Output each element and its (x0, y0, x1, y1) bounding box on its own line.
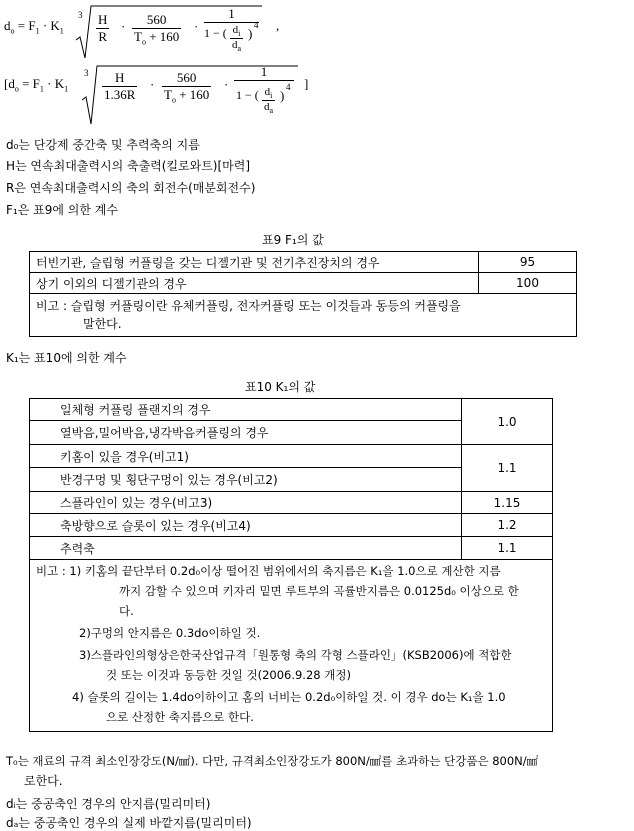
table10-note-3a: 3)스플라인의형상은한국산업규격「원통형 축의 각형 스플라인」(KSB2006)에 적합한 (79, 648, 512, 662)
table10-value-1-0: 1.0 (462, 399, 553, 445)
formula-2-560: 560 (162, 70, 211, 87)
table-row (30, 252, 577, 273)
formula-1-t-sub: o (141, 37, 146, 47)
table10-value-1-1: 1.1 (462, 445, 553, 492)
table10-row6-label: 축방향으로 슬롯이 있는 경우(비고4) (30, 514, 462, 537)
table10-notes (30, 560, 553, 732)
def-f1: F₁은 표9에 의한 계수 (6, 203, 118, 217)
table10-note-4b: 으로 산정한 축지름으로 한다. (106, 710, 254, 724)
formula-2-560-frac (162, 70, 211, 105)
table10 (29, 398, 553, 732)
formula-2-one-den: 1 (236, 88, 242, 102)
def-h: H는 연속최대출력시의 축출력(킬로와트)[마력] (6, 159, 251, 173)
formula-2-k: · K (43, 76, 65, 91)
table-row (30, 560, 553, 732)
formula-1-k: · K (39, 18, 60, 33)
table-row (30, 492, 553, 514)
table10-note-1c: 다. (119, 604, 134, 618)
formula-2-k-sub: 1 (64, 84, 69, 94)
formula-1-k-sub: 1 (59, 26, 64, 36)
def-k1: K₁는 표10에 의한 계수 (6, 351, 127, 365)
table10-value-1-15: 1.15 (462, 492, 553, 514)
formula-1: $d_o = F_1 \cdot K_1$ 3 $\frac{H}{R}$ · $\frac{560}{T_o + 160}$ · 1 1 − ( $\frac{d_i}{d_a}$ ) 4 , (4, 4, 304, 62)
formula-1-560: 560 (132, 12, 181, 29)
formula-1-di-sub: i (238, 29, 241, 39)
formula-2-f-sub: 1 (39, 84, 44, 94)
table10-row5-label: 스플라인이 있는 경우(비고3) (30, 492, 462, 514)
table10-value-1-2: 1.2 (462, 514, 553, 537)
formula-2-da-sub: a (269, 106, 274, 116)
formula-2-di-sub: i (270, 91, 273, 101)
formula-1-da: d (232, 39, 238, 52)
formula-2-di: d (264, 86, 271, 98)
table9-note (30, 294, 577, 337)
table9-note-line1: 비고 : 슬립형 커플링이란 유체커플링, 전자커플링 또는 이것들과 동등의 커플링을 (36, 299, 461, 313)
formula-2-t-sub: o (171, 95, 176, 105)
formula-1-r: R (98, 29, 108, 44)
table10-caption: 표10 K₁의 값 (245, 380, 316, 394)
def-t0-line2: 로한다. (24, 774, 63, 788)
formula-1-h-over-r (96, 12, 109, 45)
formula-2-lhs-sub: o (14, 84, 19, 94)
formula-2: [$d_o = F_1 \cdot K_1$ 3 $\frac{H}{1.36R}$ · $\frac{560}{T_o + 160}$ · 1 1 − ( $\frac{d_i}{d_a}$ ) 4 ] (4, 64, 324, 126)
table-row (30, 445, 553, 468)
formula-1-di-da (230, 24, 243, 53)
formula-1-lhs: d (4, 18, 11, 33)
def-r: R은 연속최대출력시의 축의 회전수(매분회전수) (6, 181, 256, 195)
formula-1-comma: , (276, 18, 280, 33)
table10-row1-label: 일체형 커플링 플랜지의 경우 (30, 399, 462, 421)
formula-2-plus: + 160 (175, 87, 210, 102)
table10-row3-label: 키홈이 있을 경우(비고1) (30, 445, 462, 468)
table9-row1-value: 95 (479, 252, 577, 273)
formula-1-di: d (232, 24, 239, 36)
table9-row2-value: 100 (479, 273, 577, 294)
table9 (29, 251, 577, 337)
formula-2-lhs: d (8, 76, 15, 91)
formula-1-da-sub: a (237, 44, 242, 54)
table9-row2-label: 상기 이외의 디젤기관의 경우 (30, 273, 479, 294)
table-row (30, 399, 553, 421)
formula-2-one-num: 1 (234, 64, 294, 81)
formula-1-h: H (98, 12, 108, 27)
table-row (30, 537, 553, 560)
formula-1-560-frac (132, 12, 181, 47)
def-di: dᵢ는 중공축인 경우의 안지름(밀리미터) (6, 797, 211, 811)
table10-note-4a: 4) 슬롯의 길이는 1.4do이하이고 홈의 너비는 0.2d₀이하일 것. 이 경우 do는 K₁을 1.0 (72, 690, 506, 704)
formula-2-eq: = F (18, 76, 40, 91)
def-t0-line1: T₀는 재료의 규격 최소인장강도(N/㎟). 다만, 규격최소인장강도가 800N/㎟를 초과하는 단강품은 800N/㎟ (6, 754, 539, 768)
table9-note-line2: 말한다. (83, 317, 122, 331)
formula-2-close-bracket: ] (304, 76, 309, 91)
formula-1-lhs-sub: o (10, 26, 15, 36)
formula-1-one-den: 1 (204, 26, 210, 40)
table10-note-2: 2)구멍의 안지름은 0.3do이하일 것. (79, 626, 261, 640)
def-d0: d₀는 단강제 중간축 및 추력축의 지름 (6, 138, 200, 152)
formula-1-root-index: 3 (78, 10, 83, 20)
formula-2-di-da (262, 86, 275, 115)
table9-caption: 표9 F₁의 값 (262, 233, 324, 247)
formula-1-t: T (134, 29, 142, 44)
formula-2-power: 4 (286, 82, 291, 92)
formula-1-f-sub: 1 (35, 26, 40, 36)
table10-value-thrust: 1.1 (462, 537, 553, 560)
table10-note-1a: 비고 : 1) 키홈의 끝단부터 0.2d₀이상 떨어진 범위에서의 축지름은 K₁을 1.0으로 계산한 지름 (36, 564, 501, 578)
table9-row1-label: 터빈기관, 슬립형 커플링을 갖는 디젤기관 및 전기추진장치의 경우 (30, 252, 479, 273)
formula-2-da: d (264, 101, 270, 114)
formula-1-power: 4 (254, 20, 259, 30)
table10-row4-label: 반경구멍 및 횡단구멍이 있는 경우(비고2) (30, 468, 462, 492)
formula-1-eq: = F (14, 18, 36, 33)
table-row (30, 273, 577, 294)
formula-2-h: H (102, 70, 137, 87)
formula-2-h-over-r (102, 70, 137, 103)
table10-note-1b: 까지 감할 수 있으며 키자리 밑면 루트부의 곡률반지름은 0.0125d₀ 이상으로 한 (119, 584, 519, 598)
formula-2-t: T (164, 87, 172, 102)
table-row (30, 294, 577, 337)
def-da: dₐ는 중공축인 경우의 실제 바깥지름(밀리미터) (6, 816, 252, 830)
formula-2-r: 1.36R (104, 87, 136, 102)
formula-1-one-num: 1 (204, 6, 259, 23)
table10-row2-label: 열박음,밀어박음,냉각박음커플링의 경우 (30, 421, 462, 445)
table10-note-3b: 것 또는 이것과 동등한 것일 것(2006.9.28 개정) (106, 668, 351, 682)
table-row (30, 514, 553, 537)
formula-2-root-index: 3 (84, 68, 89, 78)
table10-row7-label: 추력축 (30, 537, 462, 560)
formula-1-plus: + 160 (145, 29, 180, 44)
formula-2-open-bracket: [ (4, 76, 9, 91)
